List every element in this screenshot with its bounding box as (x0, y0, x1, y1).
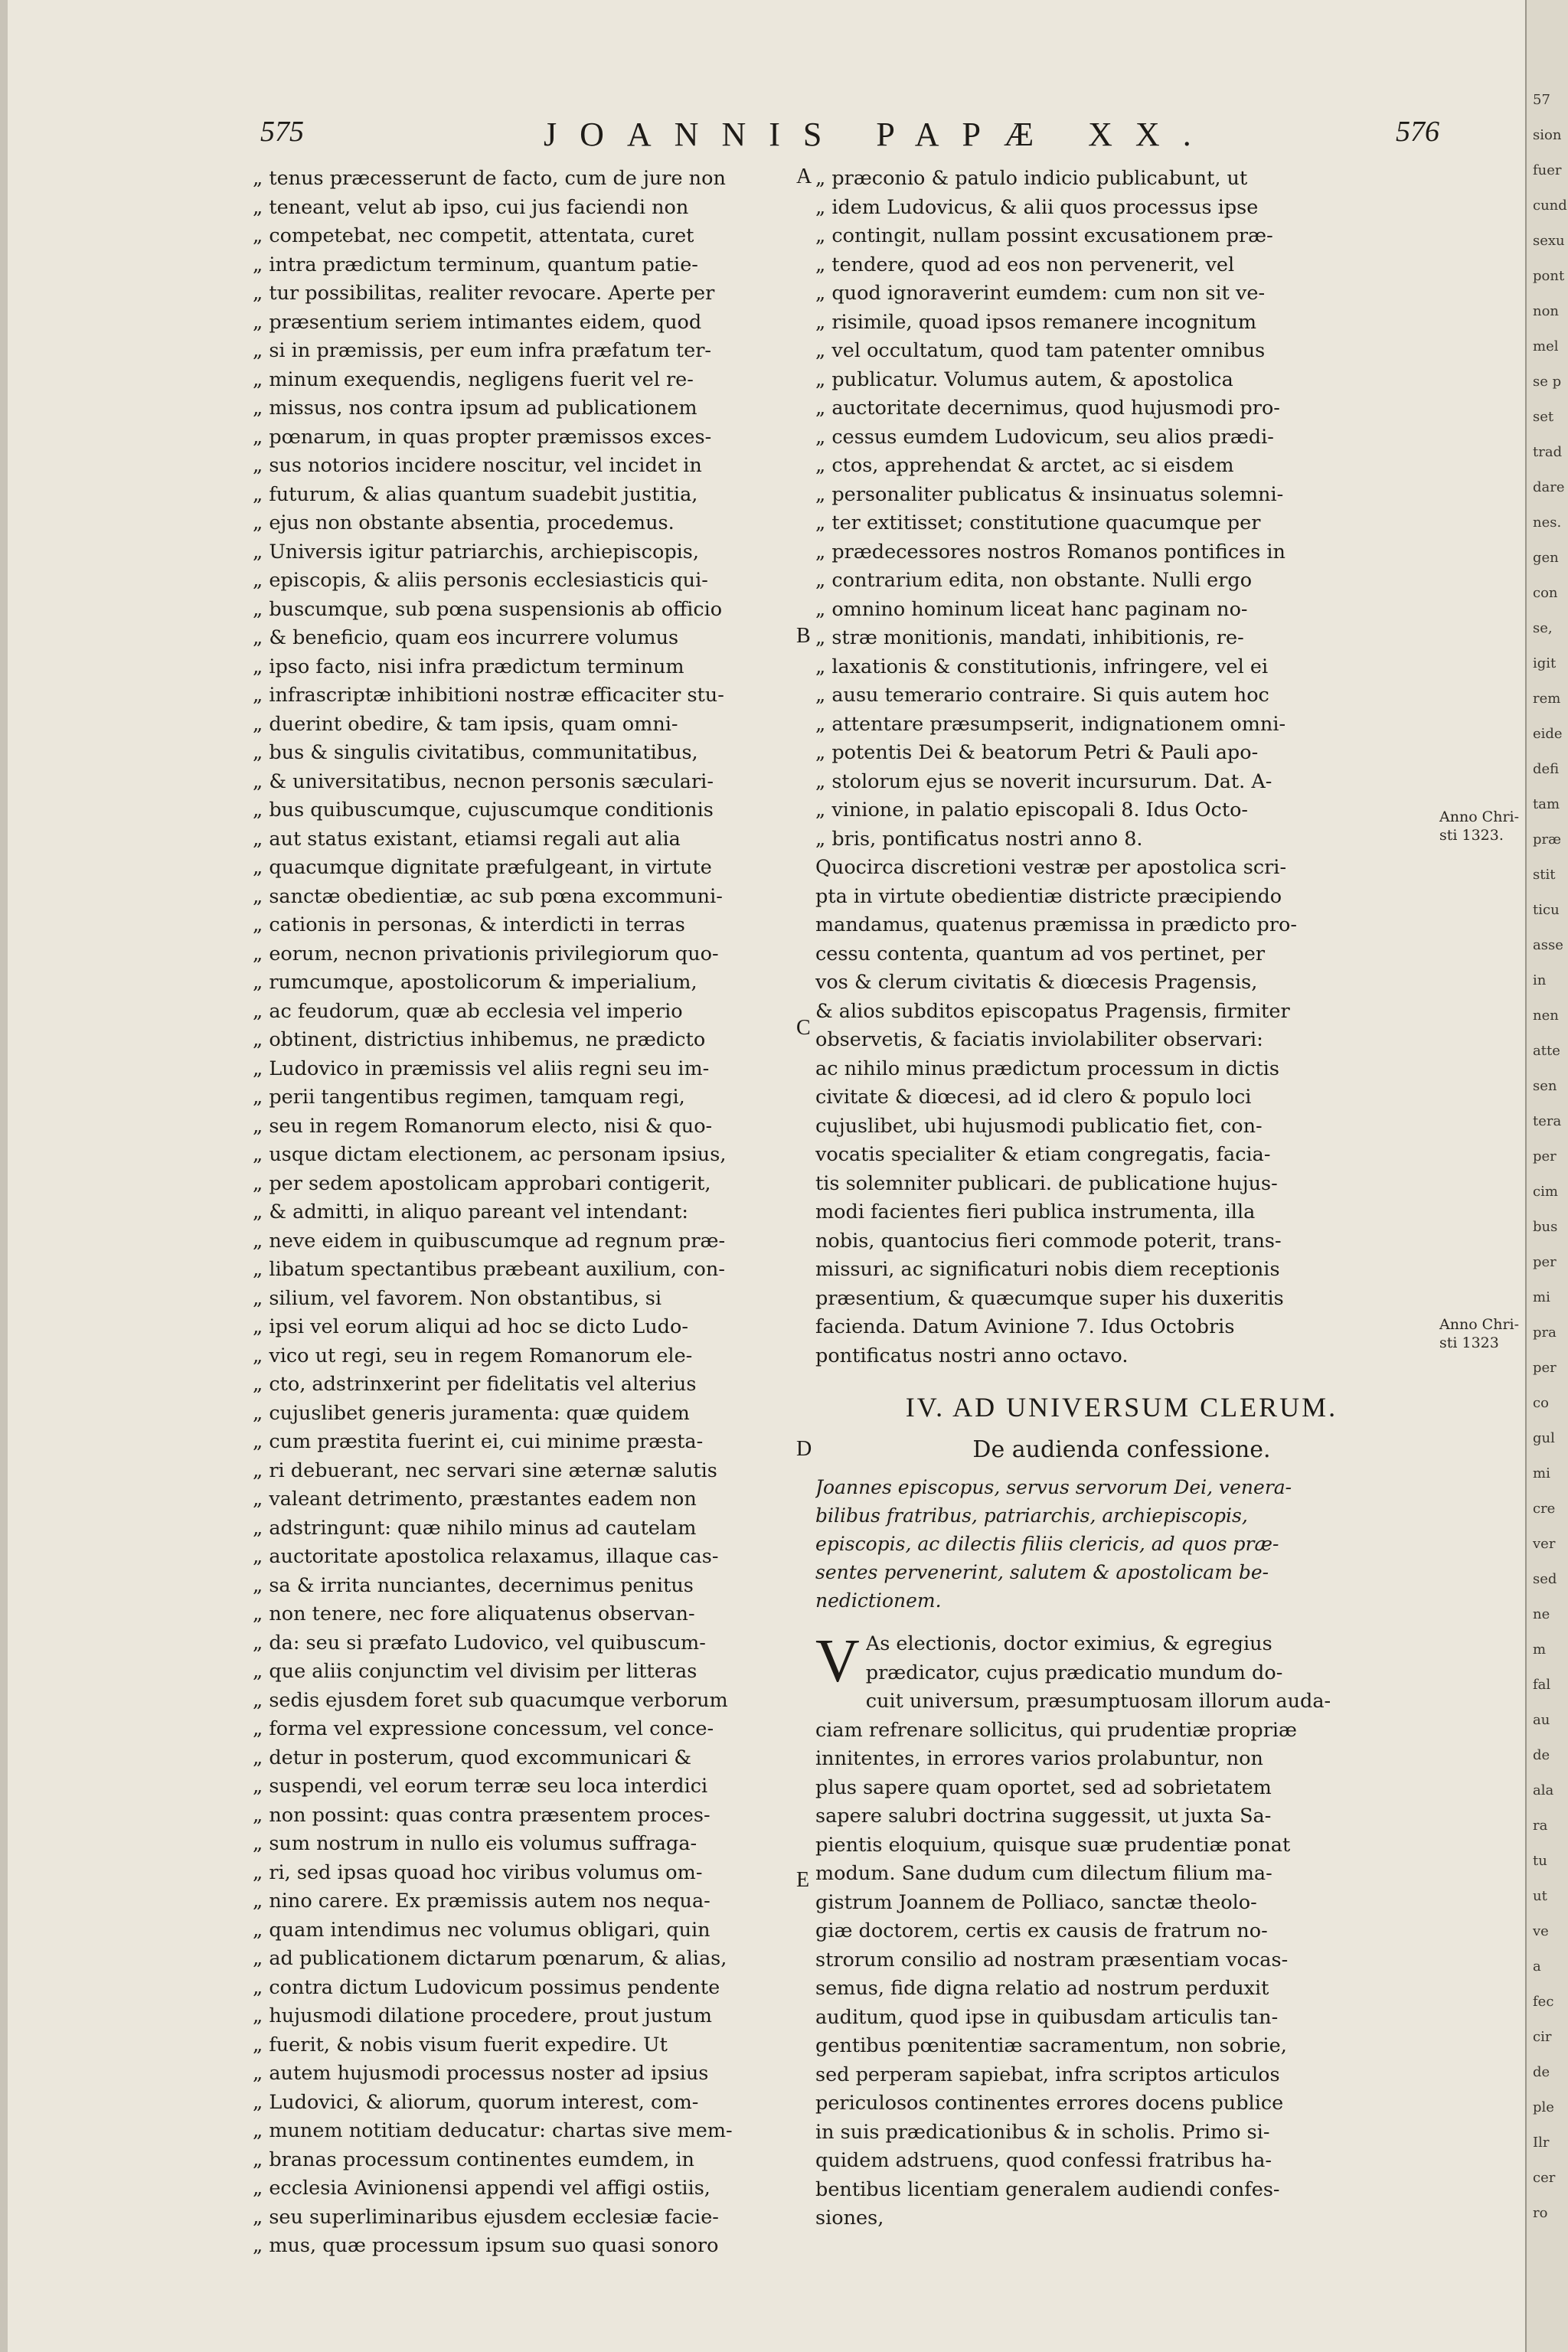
text-line: „ obtinent, districtius inhibemus, ne prædicto (253, 1028, 706, 1051)
text-line: „ missus, nos contra ipsum ad publicationem (253, 397, 697, 420)
edge-fragment: gul (1533, 1430, 1555, 1446)
text-line: „ personaliter publicatus & insinuatus solemni- (815, 482, 1284, 506)
edge-fragment: eide (1533, 726, 1563, 742)
text-line: „ ac feudorum, quæ ab ecclesia vel imperio (253, 999, 683, 1023)
edge-fragment: cim (1533, 1184, 1558, 1200)
edge-fragment: mi (1533, 1289, 1550, 1305)
text-line: nobis, quantocius fieri commode poterit, trans- (815, 1229, 1282, 1253)
text-line: quidem adstruens, quod confessi fratribus ha- (815, 2149, 1272, 2172)
edge-fragment: nes. (1533, 514, 1562, 531)
text-line: „ duerint obedire, & tam ipsis, quam omni- (253, 712, 678, 736)
text-line: „ munem notitiam deducatur: chartas sive mem- (253, 2119, 733, 2142)
text-line: modum. Sane dudum cum dilectum filium ma- (815, 1862, 1272, 1885)
text-line: „ bus quibuscumque, cujuscumque conditionis (253, 799, 714, 822)
text-line: cessu contenta, quantum ad vos pertinet, per (815, 942, 1266, 965)
address-line: bilibus fratribus, patriarchis, archiepiscopis, (815, 1504, 1248, 1527)
text-line: sapere salubri doctrina suggessit, ut juxta Sa- (815, 1805, 1272, 1828)
margin-marker-c: C (796, 1016, 811, 1040)
text-line: „ que aliis conjunctim vel divisim per litteras (253, 1660, 697, 1683)
text-line: „ eorum, necnon privationis privilegiorum quo- (253, 942, 719, 965)
text-line: prædicator, cujus prædicatio mundum do- (865, 1661, 1283, 1684)
text-line: „ neve eidem in quibuscumque ad regnum præ- (253, 1229, 726, 1253)
edge-fragment: ala (1533, 1782, 1554, 1798)
text-line: civitate & diœcesi, ad id clero & populo loci (815, 1086, 1252, 1109)
text-line: „ idem Ludovicus, & alii quos processus ipse (815, 195, 1259, 219)
text-line: „ sum nostrum in nullo eis volumus suffraga- (253, 1832, 697, 1855)
margin-marker-d: D (796, 1437, 812, 1461)
text-line: „ ctos, apprehendat & arctet, ac si eisdem (815, 454, 1234, 477)
edge-fragment: de (1533, 2064, 1550, 2080)
text-line: cujuslibet, ubi hujusmodi publicatio fiet, con- (815, 1114, 1263, 1138)
text-line: „ aut status existant, etiamsi regali aut alia (253, 827, 681, 851)
edge-fragment: per (1533, 1360, 1557, 1376)
margin-note-line: sti 1323 (1439, 1334, 1499, 1351)
text-line: „ mus, quæ processum ipsum suo quasi sonoro (253, 2234, 719, 2257)
text-line: in suis prædicationibus & in scholis. Primo si- (815, 2120, 1270, 2144)
text-line: „ auctoritate apostolica relaxamus, illaque cas- (253, 1545, 719, 1568)
text-line: „ hujusmodi dilatione procedere, prout justum (253, 2004, 712, 2027)
margin-note-line: Anno Chri- (1439, 1316, 1520, 1333)
edge-fragment: atte (1533, 1043, 1560, 1059)
drop-cap: V (815, 1628, 860, 1695)
text-line: „ Ludovici, & aliorum, quorum interest, com- (253, 2090, 699, 2114)
text-line: „ Ludovico in præmissis vel aliis regni seu im- (253, 1057, 710, 1080)
edge-fragment: con (1533, 585, 1558, 601)
text-line: „ intra prædictum terminum, quantum patie- (253, 253, 698, 276)
edge-fragment: tu (1533, 1853, 1547, 1869)
right-column (815, 165, 1428, 2233)
edge-fragment: trad (1533, 444, 1563, 460)
edge-fragment: per (1533, 1148, 1557, 1165)
address-line: sentes pervenerint, salutem & apostolicam be- (815, 1561, 1269, 1583)
text-line: „ episcopis, & aliis personis ecclesiasticis qui- (253, 569, 708, 592)
scan-edge (0, 0, 8, 2352)
text-line: „ teneant, velut ab ipso, cui jus faciendi non (253, 195, 689, 219)
edge-fragment: rem (1533, 691, 1561, 707)
text-line: „ tendere, quod ad eos non pervenerit, vel (815, 253, 1235, 276)
text-line: „ minum exequendis, negligens fuerit vel re- (253, 368, 694, 391)
text-line: pientis eloquium, quisque suæ prudentiæ ponat (815, 1833, 1291, 1857)
text-line: „ ri, sed ipsas quoad hoc viribus volumus om- (253, 1860, 703, 1884)
text-line: „ buscumque, sub pœna suspensionis ab officio (253, 597, 723, 621)
text-line: „ vinione, in palatio episcopali 8. Idus Octo- (815, 799, 1249, 822)
text-line: „ quacumque dignitate præfulgeant, in virtute (253, 856, 712, 879)
text-line: „ rumcumque, apostolicorum & imperialium, (253, 971, 697, 994)
right-column-paragraph (815, 854, 1428, 1370)
text-line: „ seu superliminaribus ejusdem ecclesiæ facie- (253, 2205, 719, 2229)
edge-fragment: cre (1533, 1501, 1556, 1517)
edge-fragment: cir (1533, 2029, 1552, 2045)
text-line: & alios subditos episcopatus Pragensis, firmiter (815, 999, 1290, 1023)
letter-body (815, 1630, 1428, 2233)
text-line: „ ipsi vel eorum aliqui ad hoc se dicto Ludo- (253, 1315, 688, 1338)
edge-fragment: bus (1533, 1219, 1558, 1235)
text-line: Quocirca discretioni vestræ per apostolica scri- (815, 856, 1287, 879)
text-line: „ libatum spectantibus præbeant auxilium, con- (253, 1258, 725, 1281)
text-line: „ per sedem apostolicam approbari contigerit, (253, 1171, 711, 1195)
edge-fragment: igit (1533, 655, 1557, 671)
text-line: „ attentare præsumpserit, indignationem omni- (815, 712, 1286, 736)
edge-fragment: co (1533, 1395, 1549, 1411)
text-line: „ silium, vel favorem. Non obstantibus, si (253, 1286, 662, 1310)
text-line: „ laxationis & constitutionis, infringere, vel ei (815, 655, 1269, 678)
margin-note-line: Anno Chri- (1439, 808, 1520, 825)
text-line: præsentium, & quæcumque super his duxeritis (815, 1286, 1284, 1310)
text-line: giæ doctorem, certis ex causis de fratrum no- (815, 1919, 1268, 1942)
text-line: „ pœnarum, in quas propter præmissos exces- (253, 425, 712, 449)
edge-fragment: in (1533, 972, 1547, 988)
edge-fragment: fal (1533, 1677, 1551, 1693)
text-line: „ cto, adstrinxerint per fidelitatis vel alterius (253, 1373, 697, 1396)
text-line: „ vel occultatum, quod tam patenter omnibus (815, 339, 1266, 362)
text-line: periculosos continentes errores docens publice (815, 2092, 1284, 2115)
text-line: „ auctoritate decernimus, quod hujusmodi pro- (815, 397, 1280, 420)
text-line: vocatis specialiter & etiam congregatis, facia- (815, 1143, 1271, 1166)
text-line: „ cessus eumdem Ludovicum, seu alios prædi- (815, 425, 1274, 449)
edge-fragment: 57 (1533, 92, 1550, 108)
text-line: ciam refrenare sollicitus, qui prudentiæ propriæ (815, 1718, 1298, 1742)
text-line: „ valeant detrimento, præstantes eadem non (253, 1488, 697, 1511)
page-number-right: 576 (1396, 116, 1439, 148)
adjacent-page-edge (1525, 0, 1568, 2352)
margin-note-line: sti 1323. (1439, 827, 1504, 844)
page-header (253, 115, 1455, 161)
text-line: „ & admitti, in aliquo pareant vel intendant: (253, 1200, 688, 1223)
text-line: „ sa & irrita nunciantes, decernimus penitus (253, 1573, 694, 1597)
edge-fragment: mi (1533, 1465, 1550, 1481)
text-line: „ cationis in personas, & interdicti in terras (253, 913, 685, 936)
text-line: siones, (815, 2207, 884, 2230)
text-line: observetis, & faciatis inviolabiliter observari: (815, 1028, 1263, 1051)
edge-fragment: sion (1533, 127, 1562, 143)
text-line: „ omnino hominum liceat hanc paginam no- (815, 597, 1248, 621)
text-line: „ præsentium seriem intimantes eidem, quod (253, 310, 702, 334)
edge-fragment: præ (1533, 831, 1562, 848)
text-line: „ & beneficio, quam eos incurrere volumus (253, 626, 679, 649)
text-line: „ branas processum continentes eumdem, in (253, 2148, 694, 2171)
edge-fragment: tam (1533, 796, 1560, 812)
edge-fragment: ple (1533, 2099, 1554, 2115)
text-line: gistrum Joannem de Polliaco, sanctæ theolo- (815, 1890, 1257, 1914)
text-line: „ sus notorios incidere noscitur, vel incidet in (253, 454, 702, 477)
edge-fragment: au (1533, 1712, 1550, 1728)
text-line: mandamus, quatenus præmissa in prædicto pro- (815, 913, 1297, 936)
address-line: nedictionem. (815, 1589, 942, 1612)
edge-fragment: a (1533, 1958, 1541, 1975)
text-line: „ ecclesia Avinionensi appendi vel affigi ostiis, (253, 2177, 710, 2200)
text-line: „ vico ut regi, seu in regem Romanorum ele- (253, 1344, 693, 1367)
text-line: „ competebat, nec competit, attentata, curet (253, 224, 694, 247)
text-line: „ ejus non obstante absentia, procedemus. (253, 511, 675, 534)
edge-fragment: fec (1533, 1994, 1554, 2010)
text-line: facienda. Datum Avinione 7. Idus Octobris (815, 1315, 1235, 1338)
text-line: plus sapere quam oportet, sed ad sobrietatem (815, 1775, 1272, 1799)
text-line: modi facientes fieri publica instrumenta, illa (815, 1200, 1256, 1223)
edge-fragment: Ilr (1533, 2135, 1550, 2151)
text-line: „ præconio & patulo indicio publicabunt, ut (815, 167, 1248, 190)
edge-fragment: m (1533, 1642, 1547, 1658)
edge-fragment: per (1533, 1254, 1557, 1270)
edge-fragment: sexu (1533, 233, 1565, 249)
text-line: „ contrarium edita, non obstante. Nulli ergo (815, 569, 1253, 592)
text-line: „ non tenere, nec fore aliquatenus observan- (253, 1602, 695, 1625)
text-line: auditum, quod ipse in quibusdam articulis tan- (815, 2005, 1279, 2029)
edge-fragment: cer (1533, 2170, 1556, 2186)
margin-marker-e: E (796, 1868, 810, 1892)
edge-fragment: se p (1533, 374, 1562, 390)
text-line: „ Universis igitur patriarchis, archiepiscopis, (253, 540, 699, 564)
margin-marker-a: A (796, 165, 812, 188)
text-line: „ suspendi, vel eorum terræ seu loca interdici (253, 1775, 708, 1798)
edge-fragment: se, (1533, 620, 1553, 636)
text-line: „ bus & singulis civitatibus, communitatibus, (253, 741, 698, 764)
text-line: „ non possint: quas contra præsentem proces- (253, 1803, 710, 1827)
text-line: „ quod ignoraverint eumdem: cum non sit ve- (815, 282, 1266, 305)
text-line: strorum consilio ad nostram præsentiam vocas- (815, 1948, 1289, 1971)
edge-fragment: ne (1533, 1606, 1550, 1622)
text-line: „ da: seu si præfato Ludovico, vel quibuscum- (253, 1631, 706, 1655)
text-line: semus, fide digna relatio ad nostrum perduxit (815, 1977, 1269, 2000)
text-line: „ stolorum ejus se noverit incursurum. Dat. A- (815, 769, 1272, 793)
text-line: „ adstringunt: quæ nihilo minus ad cautelam (253, 1516, 697, 1540)
edge-fragment: ve (1533, 1923, 1549, 1939)
text-line: „ stræ monitionis, mandati, inhibitionis, re- (815, 626, 1244, 649)
text-line: ac nihilo minus prædictum processum in dictis (815, 1057, 1279, 1080)
edge-fragment: asse (1533, 937, 1563, 953)
text-line: „ detur in posterum, quod excommunicari & (253, 1746, 692, 1769)
edge-fragment: gen (1533, 550, 1559, 566)
text-line: „ & universitatibus, necnon personis sæculari- (253, 769, 714, 793)
text-line: „ contra dictum Ludovicum possimus pendente (253, 1975, 720, 1999)
margin-note-anno-2 (1439, 1315, 1519, 1352)
section-subtitle: De audienda confessione. (972, 1436, 1271, 1463)
text-line: „ si in præmissis, per eum infra præfatum ter- (253, 339, 712, 362)
text-line: cuit universum, præsumptuosam illorum auda- (865, 1690, 1331, 1713)
text-line: sed perperam sapiebat, infra scriptos articulos (815, 2063, 1280, 2086)
text-line: „ ter extitisset; constitutione quacumque per (815, 511, 1261, 534)
edge-fragment: mel (1533, 338, 1559, 354)
text-line: „ cujuslibet generis juramenta: quæ quidem (253, 1401, 690, 1425)
edge-fragment: ticu (1533, 902, 1560, 918)
text-line: vos & clerum civitatis & diœcesis Pragensis, (815, 971, 1258, 994)
edge-fragment: non (1533, 303, 1560, 319)
edge-fragment: defi (1533, 761, 1560, 777)
running-head: JOANNIS PAPÆ XX. (544, 116, 1214, 153)
text-line: „ ausu temerario contraire. Si quis autem hoc (815, 684, 1269, 707)
edge-fragment: pont (1533, 268, 1565, 284)
text-line: bentibus licentiam generalem audiendi confes- (815, 2177, 1280, 2201)
text-line: „ perii tangentibus regimen, tamquam regi, (253, 1086, 685, 1109)
edge-fragment: pra (1533, 1325, 1557, 1341)
text-line: „ contingit, nullam possint excusationem præ- (815, 224, 1273, 247)
text-line: pontificatus nostri anno octavo. (815, 1344, 1129, 1367)
text-line: „ risimile, quoad ipsos remanere incognitum (815, 310, 1257, 334)
address-line: episcopis, ac dilectis filiis clericis, ad quos præ- (815, 1533, 1279, 1555)
text-line: „ sedis ejusdem foret sub quacumque verborum (253, 1688, 728, 1712)
edge-fragment: fuer (1533, 162, 1562, 178)
text-line: „ prædecessores nostros Romanos pontifices in (815, 540, 1285, 564)
text-line: innitentes, in errores varios prolabuntur, non (815, 1747, 1263, 1770)
edge-fragment: nen (1533, 1008, 1559, 1024)
letter-address (815, 1473, 1428, 1615)
margin-note-anno-1 (1439, 808, 1519, 844)
address-line: Joannes episcopus, servus servorum Dei, venera- (815, 1476, 1292, 1498)
text-line: As electionis, doctor eximius, & egregius (865, 1632, 1272, 1655)
text-line: „ seu in regem Romanorum electo, nisi & quo- (253, 1114, 713, 1138)
edge-fragment: dare (1533, 479, 1565, 495)
text-line: „ usque dictam electionem, ac personam ipsius, (253, 1143, 727, 1166)
text-line: „ fuerit, & nobis visum fuerit expedire. Ut (253, 2033, 668, 2056)
text-line: „ autem hujusmodi processus noster ad ipsius (253, 2062, 709, 2085)
text-line: „ sanctæ obedientiæ, ac sub pœna excommuni- (253, 884, 723, 908)
text-line: „ forma vel expressione concessum, vel conce- (253, 1717, 714, 1740)
text-line: „ tur possibilitas, realiter revocare. Aperte per (253, 282, 715, 305)
text-line: „ quam intendimus nec volumus obligari, quin (253, 1918, 710, 1942)
text-line: „ cum præstita fuerint ei, cui minime præsta- (253, 1430, 704, 1453)
text-line: „ bris, pontificatus nostri anno 8. (815, 827, 1143, 851)
text-line: „ futurum, & alias quantum suadebit justitia, (253, 482, 698, 506)
text-line: „ infrascriptæ inhibitioni nostræ efficaciter stu- (253, 684, 724, 707)
edge-fragment: ut (1533, 1888, 1547, 1904)
edge-fragment: de (1533, 1747, 1550, 1763)
edge-fragment: ro (1533, 2205, 1548, 2221)
page-number-left: 575 (260, 116, 304, 148)
margin-marker-b: B (796, 624, 811, 648)
text-line: tis solemniter publicari. de publicatione hujus- (815, 1171, 1278, 1195)
right-column-quoted-text (815, 165, 1428, 854)
text-line: „ ri debuerant, nec servari sine æternæ salutis (253, 1459, 717, 1482)
text-line: „ publicatur. Volumus autem, & apostolica (815, 368, 1233, 391)
text-line: „ potentis Dei & beatorum Petri & Pauli apo- (815, 741, 1259, 764)
text-line: missuri, ac significaturi nobis diem receptionis (815, 1258, 1280, 1281)
text-line: gentibus pœnitentiæ sacramentum, non sobrie, (815, 2034, 1287, 2057)
edge-fragment: ra (1533, 1818, 1548, 1834)
section-title: IV. AD UNIVERSUM CLERUM. (905, 1392, 1338, 1423)
text-line: „ ad publicationem dictarum pœnarum, & alias, (253, 1947, 727, 1970)
text-line: „ tenus præcesserunt de facto, cum de jure non (253, 167, 726, 190)
text-line: „ nino carere. Ex præmissis autem nos nequa- (253, 1890, 710, 1913)
edge-fragment: tera (1533, 1113, 1562, 1129)
edge-fragment: cund (1533, 198, 1567, 214)
edge-fragment: set (1533, 409, 1554, 425)
edge-fragment: sed (1533, 1571, 1557, 1587)
left-column (253, 165, 789, 2261)
text-line: pta in virtute obedientiæ districte præcipiendo (815, 884, 1282, 908)
text-line: „ ipso facto, nisi infra prædictum terminum (253, 655, 684, 678)
edge-fragment: stit (1533, 867, 1556, 883)
edge-fragment: sen (1533, 1078, 1557, 1094)
edge-fragment: ver (1533, 1536, 1556, 1552)
